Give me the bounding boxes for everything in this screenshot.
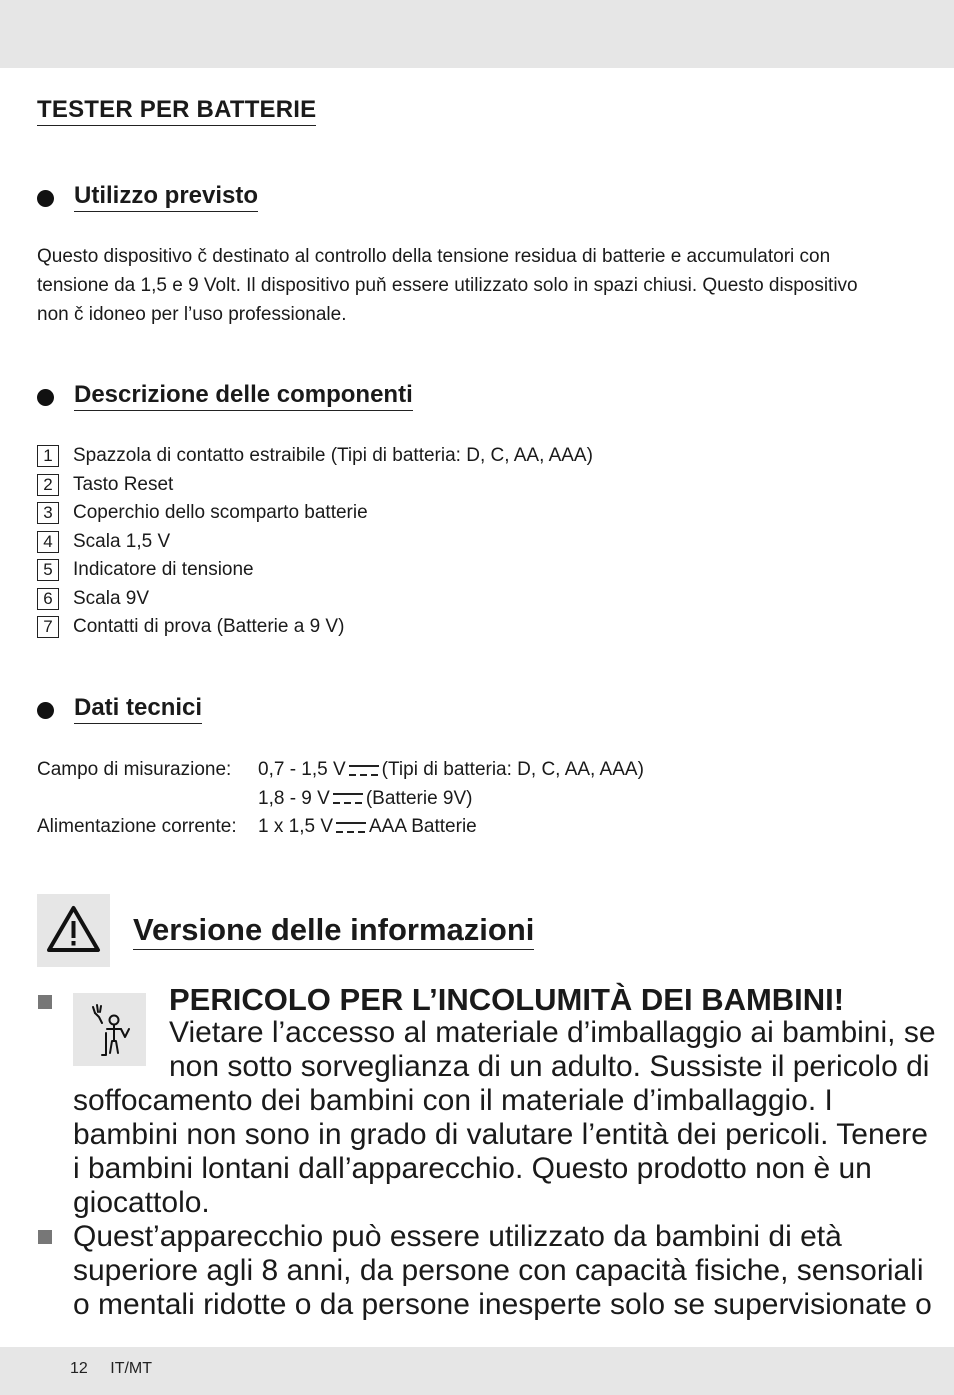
usage-line: tensione da 1,5 e 9 Volt. Il dispositivo puň essere utilizzato solo in spazi chiusi. Questo dispositivo: [37, 275, 858, 296]
item-label: Spazzola di contatto estraibile (Tipi di batteria: D, C, AA, AAA): [73, 445, 593, 467]
children-use-line: Quest’apparecchio può essere utilizzato da bambini di età: [73, 1220, 842, 1253]
section-heading: Descrizione delle componenti: [74, 381, 413, 411]
usage-paragraph: [37, 242, 917, 329]
item-number: 2: [37, 474, 59, 496]
item-label: Tasto Reset: [73, 473, 174, 495]
section-heading: Utilizzo previsto: [74, 182, 258, 212]
warning-triangle-icon: [37, 894, 110, 967]
item-number: 7: [37, 616, 59, 638]
item-number: 5: [37, 559, 59, 581]
bullet-circle-icon: [37, 389, 54, 406]
list-item: [37, 499, 593, 528]
item-label: Scala 9V: [73, 587, 150, 609]
item-label: Indicatore di tensione: [73, 559, 254, 581]
item-number: 1: [37, 445, 59, 467]
child-safety-icon: [73, 993, 146, 1066]
spec-note: (Batterie 9V): [365, 787, 473, 809]
document-title: TESTER PER BATTERIE: [37, 96, 316, 126]
item-number: 3: [37, 502, 59, 524]
spec-note: (Tipi di batteria: D, C, AA, AAA): [381, 759, 644, 781]
bullet-circle-icon: [37, 702, 54, 719]
warning-icon-box: [37, 894, 110, 967]
children-use-line: o mentali ridotte o da persone inesperte solo se supervisionate o: [73, 1288, 932, 1321]
dc-symbol-icon: [333, 793, 363, 804]
item-label: Coperchio dello scomparto batterie: [73, 502, 368, 524]
danger-title: PERICOLO PER L’INCOLUMITÀ DEI BAMBINI!: [169, 982, 845, 1017]
spec-label: Campo di misurazione:: [37, 759, 232, 781]
square-bullet-icon: [38, 1230, 52, 1244]
danger-text-line: non sotto sorveglianza di un adulto. Sussiste il pericolo di: [169, 1050, 930, 1083]
header-band: [0, 0, 954, 68]
children-use-line: superiore agli 8 anni, da persone con capacità fisiche, sensoriali: [73, 1254, 924, 1287]
danger-text-line: Vietare l’accesso al materiale d’imballaggio ai bambini, se: [169, 1016, 936, 1049]
item-label: Contatti di prova (Batterie a 9 V): [73, 616, 345, 638]
list-item: [37, 471, 593, 500]
danger-text-line: soffocamento dei bambini con il materiale d’imballaggio. I: [73, 1084, 833, 1117]
item-label: Scala 1,5 V: [73, 530, 171, 552]
tech-specs: [37, 756, 644, 842]
spec-note: AAA Batterie: [369, 816, 477, 838]
danger-text-line: bambini non sono in grado di valutare l’entità dei pericoli. Tenere: [73, 1118, 928, 1151]
dc-symbol-icon: [349, 765, 379, 776]
list-item: [37, 585, 593, 614]
spec-row: [37, 785, 644, 814]
spec-row: [37, 756, 644, 785]
danger-text-line: giocattolo.: [73, 1186, 210, 1219]
spec-value: 1 x 1,5 V: [258, 816, 333, 838]
danger-text-line: i bambini lontani dall’apparecchio. Questo prodotto non è un: [73, 1152, 872, 1185]
list-item: [37, 613, 593, 642]
spec-value: 0,7 - 1,5 V: [258, 759, 346, 781]
dc-symbol-icon: [336, 822, 366, 833]
item-number: 6: [37, 588, 59, 610]
usage-line: non č idoneo per l’uso professionale.: [37, 304, 347, 325]
warning-heading: Versione delle informazioni: [133, 912, 534, 950]
square-bullet-icon: [38, 995, 52, 1009]
list-item: [37, 528, 593, 557]
usage-line: Questo dispositivo č destinato al controllo della tensione residua di batterie e accumulatori con: [37, 246, 831, 267]
list-item: [37, 556, 593, 585]
list-item: [37, 442, 593, 471]
spec-value: 1,8 - 9 V: [258, 787, 330, 809]
item-number: 4: [37, 531, 59, 553]
page-number: 12: [70, 1360, 88, 1377]
spec-row: [37, 813, 644, 842]
components-list: [37, 442, 593, 642]
language-code: IT/MT: [110, 1360, 153, 1377]
spec-label: Alimentazione corrente:: [37, 816, 237, 838]
child-icon-box: [73, 993, 146, 1066]
section-heading: Dati tecnici: [74, 694, 202, 724]
page-footer: [70, 1360, 170, 1378]
bullet-circle-icon: [37, 190, 54, 207]
